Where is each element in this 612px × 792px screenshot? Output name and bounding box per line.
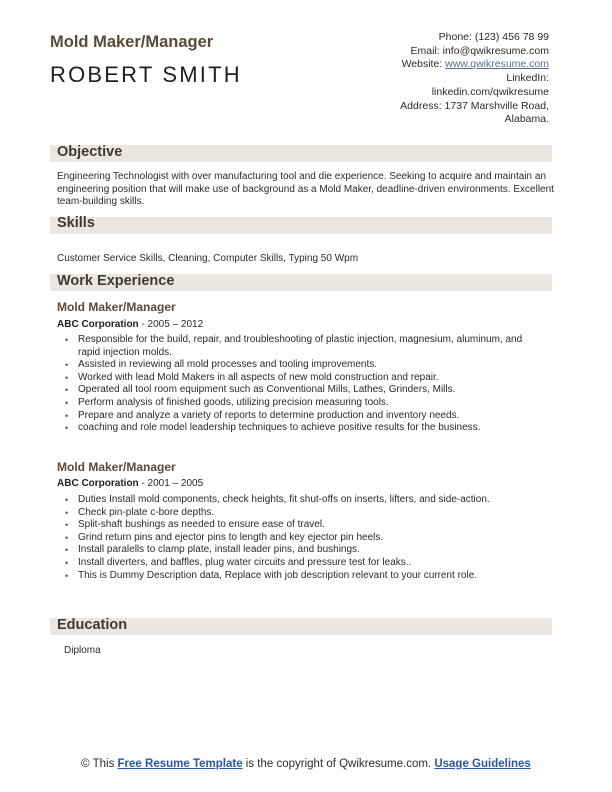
list-item: • Worked with lead Mold Makers in all aspects of new mold construction and repair. — [57, 372, 547, 385]
job-role: Mold Maker/Manager — [57, 460, 176, 474]
list-item: • Install paralells to clamp plate, install leader pins, and bushings. — [57, 544, 547, 557]
job-dates: - 2001 – 2005 — [138, 478, 204, 489]
job-company: ABC Corporation — [57, 319, 139, 330]
list-item: • Split-shaft bushings as needed to ensure ease of travel. — [57, 519, 547, 532]
skills-section-bar — [50, 217, 552, 234]
job-company-line — [57, 319, 203, 330]
job-role: Mold Maker/Manager — [57, 300, 176, 314]
list-item: • coaching and role model leadership techniques to achieve positive results for the business. — [57, 422, 547, 435]
contact-address-line1: Address: 1737 Marshville Road, — [400, 99, 549, 112]
list-item: • Operated all tool room equipment such as Conventional Mills, Lathes, Grinders, Mills. — [57, 384, 547, 397]
list-item: • Assisted in reviewing all mold processes and tooling improvements. — [57, 359, 547, 372]
contact-email: Email: info@qwikresume.com — [410, 44, 549, 57]
job-dates: - 2005 – 2012 — [138, 319, 204, 330]
list-item: • Prepare and analyze a variety of reports to determine production and inventory needs. — [57, 410, 547, 423]
job-company: ABC Corporation — [57, 478, 139, 489]
contact-linkedin-label: LinkedIn: — [506, 72, 549, 85]
objective-heading: Objective — [57, 144, 123, 160]
footer-copyright — [80, 757, 532, 771]
header-job-title: Mold Maker/Manager — [50, 33, 214, 51]
contact-linkedin-value: linkedin.com/qwikresume — [431, 85, 549, 98]
list-item: • Responsible for the build, repair, and troubleshooting of plastic injection, magnesium, aluminum, and rapid injection molds. — [57, 334, 547, 359]
list-item: • Check pin-plate c-bore depths. — [57, 507, 547, 520]
usage-guidelines-link[interactable]: Usage Guidelines — [434, 758, 531, 770]
contact-website — [349, 58, 549, 72]
list-item: • Install diverters, and baffles, plug water circuits and pressure test for leaks.. — [57, 557, 547, 570]
list-item: • This is Dummy Description data, Replace with job description relevant to your current role. — [57, 570, 547, 583]
job-company-line — [57, 478, 203, 489]
job-bullets — [57, 334, 547, 435]
contact-address-line2: Alabama. — [504, 113, 549, 126]
list-item: • Duties Install mold components, check heights, fit shut-offs on inserts, lifters, and side-action. — [57, 494, 547, 507]
website-link[interactable]: www.qwikresume.com — [445, 58, 549, 71]
contact-block — [349, 31, 549, 127]
free-resume-template-link[interactable]: Free Resume Template — [117, 758, 243, 770]
candidate-name: ROBERT SMITH — [50, 62, 242, 87]
contact-website-label: Website: — [401, 58, 446, 71]
education-text: Diploma — [64, 645, 101, 656]
job-bullets — [57, 494, 547, 582]
footer-middle: is the copyright of Qwikresume.com. — [242, 758, 435, 770]
skills-heading: Skills — [57, 215, 95, 231]
list-item: • Perform analysis of finished goods, utilizing precision measuring tools. — [57, 397, 547, 410]
objective-section-bar — [50, 145, 552, 162]
education-heading: Education — [57, 617, 128, 633]
footer-prefix: © This — [81, 758, 118, 770]
objective-text: Engineering Technologist with over manufacturing tool and die experience. Seeking to acquire and maintain an engineering position that will make use of background as a Mold Maker, deadline-driven environments. Excellent team-building skills. — [57, 171, 554, 207]
work-heading: Work Experience — [57, 273, 175, 289]
contact-phone: Phone: (123) 456 78 99 — [438, 31, 549, 43]
skills-text: Customer Service Skills, Cleaning, Computer Skills, Typing 50 Wpm — [57, 253, 359, 264]
list-item: • Grind return pins and ejector pins to length and key ejector pin heels. — [57, 532, 547, 545]
